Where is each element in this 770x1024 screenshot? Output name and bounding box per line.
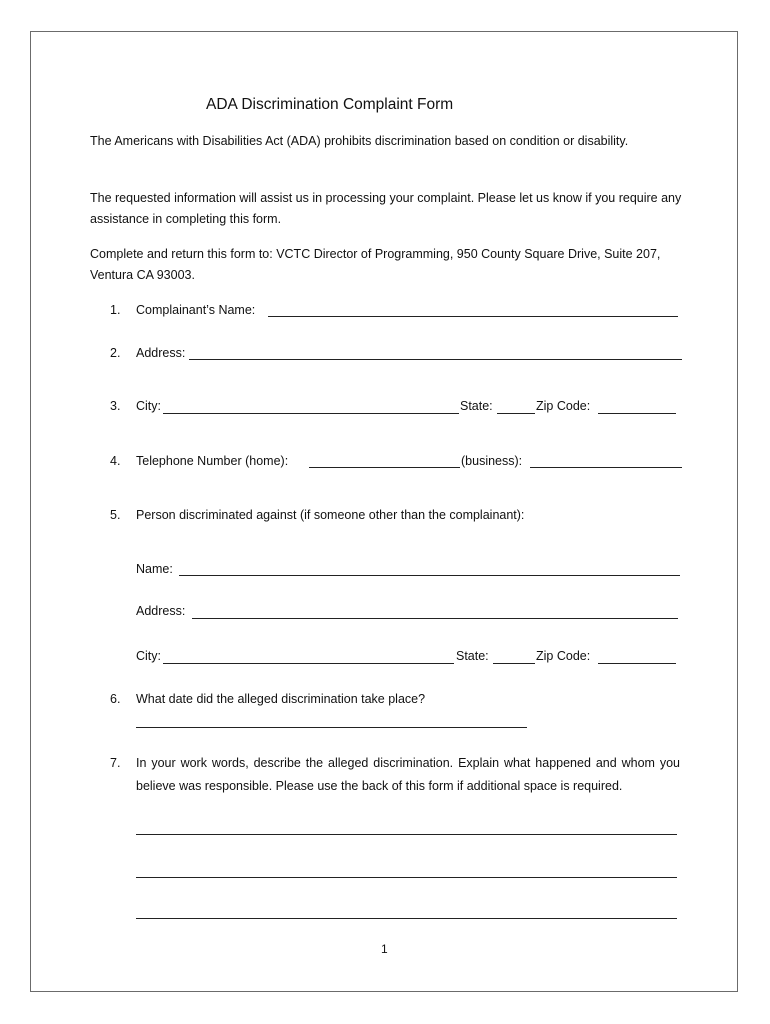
zip-code-label: Zip Code:	[536, 399, 591, 413]
complainant-name-label: Complainant’s Name:	[136, 303, 256, 317]
person-state-label: State:	[456, 649, 489, 663]
page-number: 1	[381, 942, 388, 956]
discrimination-date-label: What date did the alleged discrimination take place?	[136, 692, 426, 706]
item-number-1: 1.	[110, 303, 121, 317]
intro-paragraph-2: The requested information will assist us in processing your complaint. Please let us know if you require any assistance in completing this form.	[90, 191, 682, 226]
item-number-4: 4.	[110, 454, 121, 468]
person-city-field[interactable]	[163, 663, 454, 664]
telephone-home-label: Telephone Number (home):	[136, 454, 289, 468]
address-label: Address:	[136, 346, 186, 360]
description-line-3[interactable]	[136, 918, 677, 919]
item-number-3: 3.	[110, 399, 121, 413]
describe-discrimination-label: In your work words, describe the alleged discrimination. Explain what happened and whom you believe was responsible. Please use the back of this form if additional space is required.	[136, 756, 680, 793]
complainant-name-field[interactable]	[268, 316, 678, 317]
description-line-2[interactable]	[136, 877, 677, 878]
item-number-5: 5.	[110, 508, 121, 522]
item-number-2: 2.	[110, 346, 121, 360]
item-number-7: 7.	[110, 756, 121, 770]
intro-paragraph-3: Complete and return this form to: VCTC Director of Programming, 950 County Square Drive, Suite 207, Ventura CA 93003.	[90, 247, 661, 282]
intro-paragraph-1: The Americans with Disabilities Act (ADA) prohibits discrimination based on condition or disability.	[90, 134, 629, 148]
description-line-1[interactable]	[136, 834, 677, 835]
state-label: State:	[460, 399, 493, 413]
person-address-field[interactable]	[192, 618, 678, 619]
person-address-label: Address:	[136, 604, 186, 618]
telephone-business-field[interactable]	[530, 467, 682, 468]
address-field[interactable]	[189, 359, 682, 360]
person-discriminated-label: Person discriminated against (if someone other than the complainant):	[136, 508, 525, 522]
person-state-field[interactable]	[493, 663, 535, 664]
item-number-6: 6.	[110, 692, 121, 706]
telephone-home-field[interactable]	[309, 467, 460, 468]
form-title: ADA Discrimination Complaint Form	[206, 96, 454, 113]
person-name-label: Name:	[136, 562, 173, 576]
person-zip-code-field[interactable]	[598, 663, 676, 664]
city-field[interactable]	[163, 413, 459, 414]
person-name-field[interactable]	[179, 575, 680, 576]
discrimination-date-field[interactable]	[136, 727, 527, 728]
person-city-label: City:	[136, 649, 161, 663]
telephone-business-label: (business):	[461, 454, 523, 468]
person-zip-code-label: Zip Code:	[536, 649, 591, 663]
state-field[interactable]	[497, 413, 535, 414]
zip-code-field[interactable]	[598, 413, 676, 414]
city-label: City:	[136, 399, 161, 413]
